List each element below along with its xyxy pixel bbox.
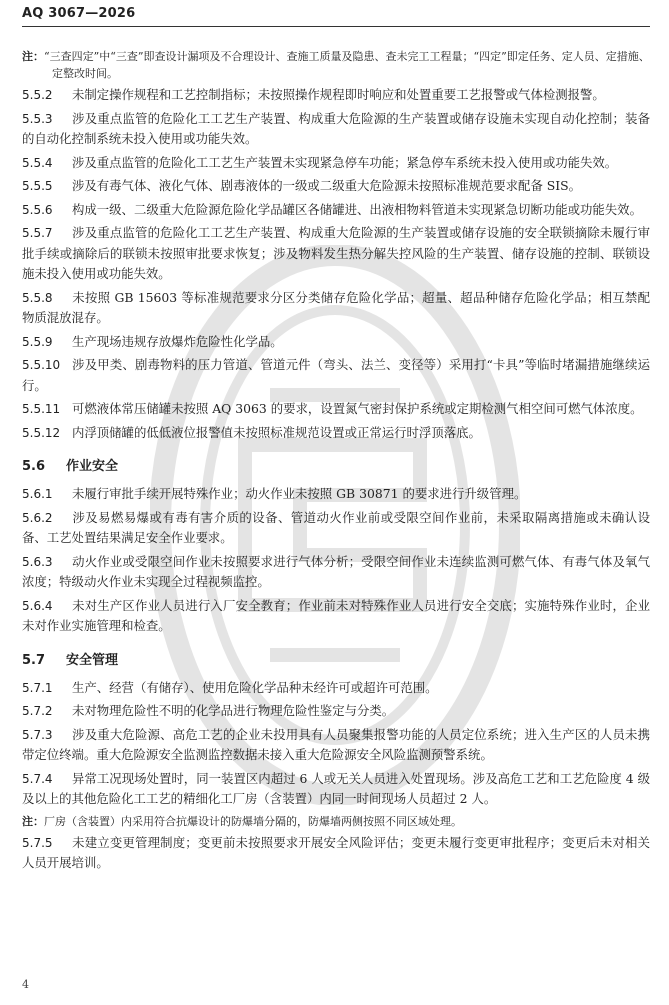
section-title: 安全管理 bbox=[66, 652, 119, 668]
clause-item bbox=[22, 109, 650, 150]
clause-text: 未对生产区作业人员进行入厂安全教育；作业前未对特殊作业人员进行安全交底；实施特殊作业时，企业未对作业实施管理和检查。 bbox=[22, 597, 650, 633]
clause-number: 5.7.3 bbox=[22, 727, 53, 742]
clause-text: 涉及重大危险源、高危工艺的企业未投用具有人员聚集报警功能的人员定位系统；进入生产区的人员未携带定位终端。重大危险源安全监测监控数据未接入重大危险源安全风险监测预警系统。 bbox=[22, 726, 650, 762]
note-text: 厂房（含装置）内采用符合抗爆设计的防爆墙分隔的，防爆墙两侧按照不同区域处理。 bbox=[44, 814, 462, 828]
clause-item bbox=[22, 288, 650, 329]
clause-text: 涉及重点监管的危险化工工艺生产装置、构成重大危险源的生产装置或储存设施未实现自动化控制；装备的自动化控制系统未投入使用或功能失效。 bbox=[22, 110, 650, 146]
clause-number: 5.5.10 bbox=[22, 358, 61, 372]
clause-list-5-5 bbox=[22, 85, 650, 443]
clause-text: 未履行审批手续开展特殊作业；动火作业未按照 GB 30871 的要求进行升级管理。 bbox=[72, 486, 527, 501]
clause-number: 5.7.4 bbox=[22, 771, 53, 786]
clause-number: 5.5.12 bbox=[22, 425, 61, 440]
clause-number: 5.5.11 bbox=[22, 402, 61, 416]
header-rule bbox=[22, 26, 650, 27]
clause-item bbox=[22, 725, 650, 766]
clause-text: 生产、经营（有储存）、使用危险化学品种未经许可或超许可范围。 bbox=[72, 679, 438, 695]
clause-item bbox=[22, 223, 650, 285]
clause-text: 未制定操作规程和工艺控制指标；未按照操作规程即时响应和处置重要工艺报警或气体检测报警。 bbox=[72, 87, 605, 102]
note-prefix: 注： bbox=[22, 50, 44, 63]
clause-list-5-7 bbox=[22, 678, 650, 810]
clause-text: 构成一级、二级重大危险源危险化学品罐区各储罐进、出液相物料管道未实现紧急切断功能或功能失效。 bbox=[72, 201, 642, 217]
clause-number: 5.5.5 bbox=[22, 179, 53, 193]
clause-text: 异常工况现场处置时，同一装置区内超过 6 人或无关人员进入处置现场。涉及高危工艺和工艺危险度 4 级及以上的其他危险化工工艺的精细化工厂房（含装置）内同一时间现场人员超过 2 人。 bbox=[22, 770, 650, 806]
note-text: “三查四定”中“三查”即查设计漏项及不合理设计、查施工质量及隐患、查未完工工程量；“四定”即定任务、定人员、定措施、定整改时间。 bbox=[44, 50, 650, 80]
clause-text: 可燃液体常压储罐未按照 AQ 3063 的要求，设置氮气密封保护系统或定期检测气相空间可燃气体浓度。 bbox=[72, 401, 643, 416]
clause-text: 未对物理危险性不明的化学品进行物理危险性鉴定与分类。 bbox=[72, 703, 395, 718]
clause-text: 涉及易燃易爆或有毒有害介质的设备、管道动火作业前或受限空间作业前，未采取隔离措施或未确认设备、工艺处置结果满足安全作业要求。 bbox=[22, 509, 650, 545]
section-heading-5-6 bbox=[22, 455, 650, 474]
clause-item bbox=[22, 678, 650, 699]
clause-text: 未建立变更管理制度；变更前未按照要求开展安全风险评估；变更未履行变更审批程序；变更后未对相关人员开展培训。 bbox=[22, 834, 650, 870]
clause-item bbox=[22, 552, 650, 593]
clause-item bbox=[22, 423, 650, 444]
clause-item bbox=[22, 332, 650, 353]
clause-number: 5.5.2 bbox=[22, 88, 53, 102]
clause-number: 5.5.8 bbox=[22, 290, 53, 305]
section-title: 作业安全 bbox=[66, 459, 119, 474]
clause-text: 涉及有毒气体、液化气体、剧毒液体的一级或二级重大危险源未按照标准规范要求配备 SIS。 bbox=[72, 178, 582, 193]
clause-item bbox=[22, 596, 650, 637]
clause-number: 5.7.2 bbox=[22, 704, 53, 718]
note-explosion-wall bbox=[22, 813, 650, 830]
clause-number: 5.5.3 bbox=[22, 111, 53, 126]
section-heading-5-7 bbox=[22, 649, 650, 668]
clause-text: 内浮顶储罐的低低液位报警值未按照标准规范设置或正常运行时浮顶落底。 bbox=[72, 424, 481, 440]
clause-number: 5.5.6 bbox=[22, 202, 53, 217]
document-code: AQ 3067—2026 bbox=[22, 6, 136, 21]
note-three-checks bbox=[22, 48, 650, 82]
clause-item bbox=[22, 399, 650, 420]
clause-text: 生产现场违规存放爆炸危险性化学品。 bbox=[72, 333, 283, 349]
clause-number: 5.7.5 bbox=[22, 835, 53, 850]
document-body bbox=[22, 48, 650, 877]
clause-item bbox=[22, 85, 650, 106]
clause-number: 5.6.4 bbox=[22, 598, 53, 613]
clause-number: 5.6.3 bbox=[22, 554, 53, 569]
clause-text: 未按照 GB 15603 等标准规范要求分区分类储存危险化学品；超量、超品种储存危险化学品；相互禁配物质混放混存。 bbox=[22, 289, 650, 325]
clause-text: 涉及甲类、剧毒物料的压力管道、管道元件（弯头、法兰、变径等）采用打“卡具”等临时堵漏措施继续运行。 bbox=[22, 357, 650, 393]
note-prefix: 注： bbox=[22, 814, 44, 828]
section-number: 5.6 bbox=[22, 459, 46, 474]
clause-number: 5.5.4 bbox=[22, 155, 53, 170]
clause-number: 5.6.2 bbox=[22, 510, 53, 525]
clause-item bbox=[22, 355, 650, 396]
clause-number: 5.6.1 bbox=[22, 487, 53, 501]
clause-number: 5.7.1 bbox=[22, 680, 53, 695]
clause-number: 5.5.9 bbox=[22, 334, 53, 349]
clause-text: 动火作业或受限空间作业未按照要求进行气体分析；受限空间作业未连续监测可燃气体、有毒气体及氧气浓度；特级动火作业未实现全过程视频监控。 bbox=[22, 553, 650, 589]
clause-list-5-7-cont bbox=[22, 833, 650, 874]
clause-item bbox=[22, 176, 650, 197]
clause-item bbox=[22, 701, 650, 722]
clause-list-5-6 bbox=[22, 484, 650, 637]
clause-item bbox=[22, 508, 650, 549]
clause-item bbox=[22, 200, 650, 221]
section-number: 5.7 bbox=[22, 652, 46, 668]
clause-item bbox=[22, 833, 650, 874]
clause-text: 涉及重点监管的危险化工工艺生产装置、构成重大危险源的生产装置或储存设施的安全联锁摘除未履行审批手续或摘除后的联锁未按照审批要求恢复；涉及物料发生热分解失控风险的生产装置、储存设施的控制、联锁设施未投入使用或功能失效。 bbox=[22, 225, 650, 281]
clause-item bbox=[22, 153, 650, 174]
page-number: 4 bbox=[22, 978, 29, 991]
clause-text: 涉及重点监管的危险化工工艺生产装置未实现紧急停车功能；紧急停车系统未投入使用或功能失效。 bbox=[72, 154, 618, 170]
clause-item bbox=[22, 484, 650, 505]
clause-number: 5.5.7 bbox=[22, 226, 53, 240]
clause-item bbox=[22, 769, 650, 810]
